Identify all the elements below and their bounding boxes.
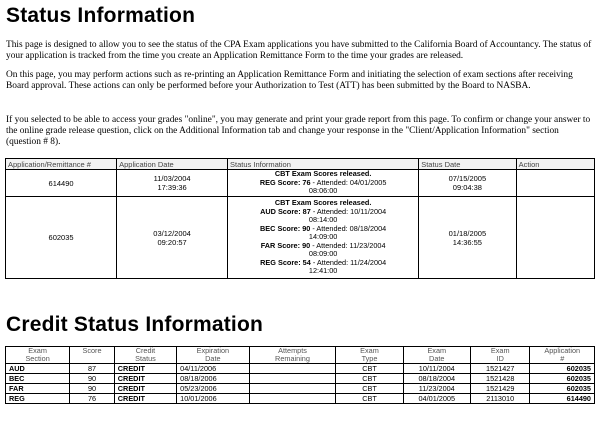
credit-status: CREDIT <box>114 384 176 394</box>
score-time: 08:09:00 <box>308 249 338 259</box>
score: 90 <box>70 384 115 394</box>
score-line: FAR Score: 90 - Attended: 11/23/2004 <box>260 240 386 250</box>
expiration-date: 10/01/2006 <box>177 394 249 404</box>
intro-paragraph: This page is designed to allow you to see the status of the CPA Exam applications you have submitted to the California Board of Accountancy. The status of your application is tracked from the time you create an Application Remittance Form to the time your grades are released. <box>6 40 592 61</box>
application-date <box>117 197 228 279</box>
status-information <box>228 170 419 197</box>
exam-id: 1521429 <box>471 384 530 394</box>
exam-section: AUD <box>6 364 70 374</box>
application-date-time: 09:20:57 <box>157 237 187 247</box>
col-exam-date: Exam Date <box>403 347 470 364</box>
credit-status: CREDIT <box>114 364 176 374</box>
attempts-remaining <box>249 384 336 394</box>
status-date-time: 14:36:55 <box>452 237 482 247</box>
application-number: 614490 <box>6 170 117 197</box>
attempts-remaining <box>249 394 336 404</box>
status-title: CBT Exam Scores released. <box>274 198 372 208</box>
exam-section: FAR <box>6 384 70 394</box>
exam-type: CBT <box>336 384 403 394</box>
score-time: 12:41:00 <box>308 266 338 276</box>
table-row <box>6 197 595 279</box>
exam-section: BEC <box>6 374 70 384</box>
grades-paragraph: If you selected to be able to access your grades "online", you may generate and print your grade report from this page. To confirm or change your answer to the online grade release question, click on the Additional Information tab and change your response in the "Client/Application Information" section (question # 8). <box>6 115 591 147</box>
application-number: 602035 <box>6 197 117 279</box>
exam-id: 2113010 <box>471 394 530 404</box>
application-date-day: 03/12/2004 <box>153 228 191 238</box>
score: 87 <box>70 364 115 374</box>
exam-date: 11/23/2004 <box>403 384 470 394</box>
application-number: 602035 <box>530 384 595 394</box>
status-date <box>419 170 516 197</box>
status-title: CBT Exam Scores released. <box>274 169 372 179</box>
score-time: 08:14:00 <box>308 215 338 225</box>
credit-status: CREDIT <box>114 394 176 404</box>
application-status-table <box>5 158 595 279</box>
status-date-day: 01/18/2005 <box>448 228 487 238</box>
exam-type: CBT <box>336 364 403 374</box>
attempts-remaining <box>249 374 336 384</box>
application-date-day: 11/03/2004 <box>153 174 191 183</box>
application-date-time: 17:39:36 <box>157 183 187 192</box>
score-time: 08:06:00 <box>308 186 338 196</box>
status-table-header <box>6 159 595 170</box>
col-application-date: Application Date <box>117 159 228 170</box>
attempts-remaining <box>249 364 336 374</box>
action-cell <box>516 197 594 279</box>
col-expiration-date: Expiration Date <box>177 347 249 364</box>
col-credit-status: Credit Status <box>114 347 176 364</box>
col-status-date: Status Date <box>419 159 516 170</box>
status-date <box>419 197 516 279</box>
col-status-information: Status Information <box>228 159 419 170</box>
table-row <box>6 374 595 384</box>
col-exam-id: Exam ID <box>471 347 530 364</box>
table-row <box>6 384 595 394</box>
application-number: 602035 <box>530 374 595 384</box>
application-number: 602035 <box>530 364 595 374</box>
expiration-date: 08/18/2006 <box>177 374 249 384</box>
exam-type: CBT <box>336 394 403 404</box>
expiration-date: 05/23/2006 <box>177 384 249 394</box>
score-line: AUD Score: 87 - Attended: 10/11/2004 <box>260 206 387 216</box>
credit-status-heading: Credit Status Information <box>6 313 264 336</box>
exam-section: REG <box>6 394 70 404</box>
application-number: 614490 <box>530 394 595 404</box>
status-date-day: 07/15/2005 <box>448 174 487 183</box>
action-cell <box>516 170 594 197</box>
actions-paragraph: On this page, you may perform actions such as re-printing an Application Remittance Form and initiating the selection of exam sections after receiving Board approval. These actions can only be performed before your Authorization to Test (ATT) has been submitted by the Board to NASBA. <box>6 70 573 91</box>
credit-status: CREDIT <box>114 374 176 384</box>
status-information <box>228 197 419 279</box>
score-time: 14:09:00 <box>308 232 338 242</box>
table-row <box>6 364 595 374</box>
exam-id: 1521427 <box>471 364 530 374</box>
col-score: Score <box>70 347 115 364</box>
exam-date: 10/11/2004 <box>403 364 470 374</box>
col-exam-type: Exam Type <box>336 347 403 364</box>
col-attempts-remaining: Attempts Remaining <box>249 347 336 364</box>
exam-type: CBT <box>336 374 403 384</box>
exam-date: 08/18/2004 <box>403 374 470 384</box>
credit-status-table <box>5 346 595 404</box>
application-date <box>117 170 228 197</box>
score: 90 <box>70 374 115 384</box>
table-row <box>6 170 595 197</box>
col-application-number: Application # <box>530 347 595 364</box>
score-line: REG Score: 76 - Attended: 04/01/2005 <box>259 177 387 187</box>
status-date-time: 09:04:38 <box>452 183 482 192</box>
exam-id: 1521428 <box>471 374 530 384</box>
score-line: BEC Score: 90 - Attended: 08/18/2004 <box>260 223 387 233</box>
col-application-number: Application/Remittance # <box>6 159 117 170</box>
score: 76 <box>70 394 115 404</box>
exam-date: 04/01/2005 <box>403 394 470 404</box>
col-action: Action <box>516 159 594 170</box>
col-exam-section: Exam Section <box>6 347 70 364</box>
credit-table-header <box>6 347 595 364</box>
table-row <box>6 394 595 404</box>
status-information-heading: Status Information <box>6 4 196 27</box>
score-line: REG Score: 54 - Attended: 11/24/2004 <box>260 257 387 267</box>
expiration-date: 04/11/2006 <box>177 364 249 374</box>
